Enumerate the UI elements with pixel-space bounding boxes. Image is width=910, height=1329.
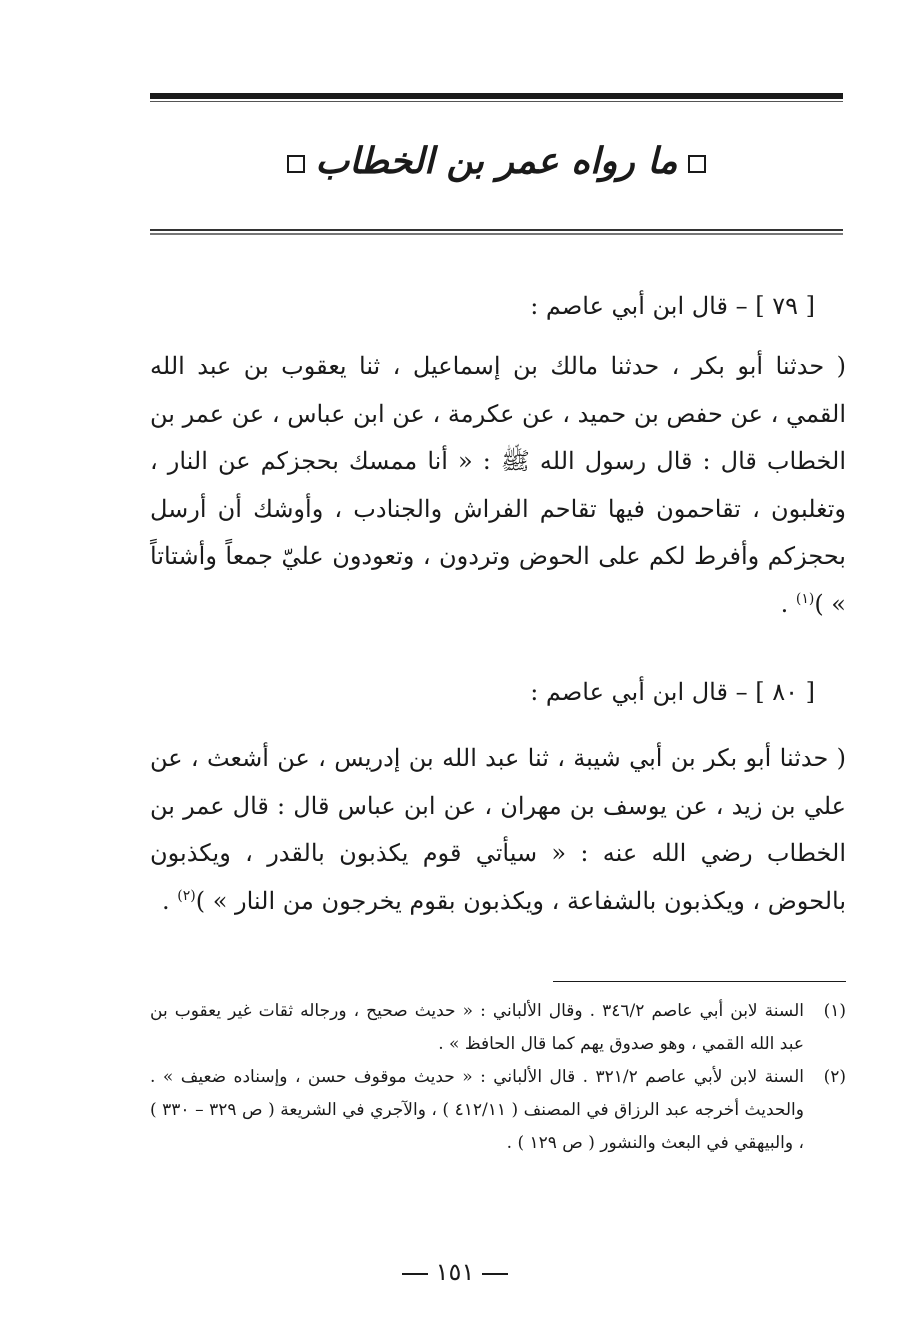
page-number [0, 1258, 910, 1286]
footnote-ref-2[interactable]: (٢) [177, 887, 196, 904]
chapter-heading [150, 140, 843, 182]
heading-rule [150, 229, 843, 231]
footnote-1-text: السنة لابن أبي عاصم ٣٤٦/٢ . وقال الألباني : « حديث صحيح ، ورجاله ثقات غير يعقوب بن عبد الله القمي ، وهو صدوق يهم كما قال الحافظ » . [150, 1001, 804, 1054]
footnote-2-number: (٢) [823, 1067, 846, 1087]
hadith-79-end: . [780, 589, 796, 618]
top-rule-thin [150, 101, 843, 102]
hadith-80-body: ( حدثنا أبو بكر بن أبي شيبة ، ثنا عبد الله بن إدريس ، عن أشعث ، عن علي بن زيد ، عن يوسف بن مهران ، عن ابن عباس قال : قال عمر بن الخطاب رضي الله عنه : « سيأتي قوم يكذبون بالقدر ، ويكذبون بالحوض ، ويكذبون بالشفاعة ، ويكذبون بقوم يخرجون من النار » ) [150, 744, 846, 915]
page-number-value: ١٥١ [435, 1258, 475, 1286]
footnote-ref-1[interactable]: (١) [795, 590, 815, 607]
footnote-2-text: السنة لابن لأبي عاصم ٣٢١/٢ . قال الألباني : « حديث موقوف حسن ، وإسناده ضعيف » . والحديث أخرجه عبد الرزاق في المصنف ( ٤١٢/١١ ) ، والآجري في الشريعة ( ص ٣٢٩ – ٣٣٠ ) ، والبيهقي في البعث والنشور ( ص ١٢٩ ) . [150, 1067, 804, 1153]
chapter-title: ما رواه عمر بن الخطاب [315, 140, 678, 182]
footnote-separator [553, 981, 846, 982]
box-ornament-right [688, 155, 706, 173]
page-number-dash-left [402, 1273, 428, 1275]
hadith-80-end: . [161, 886, 178, 915]
top-rule [150, 93, 843, 99]
box-ornament-left [287, 155, 305, 173]
footnote-2 [150, 1061, 846, 1160]
footnote-1-number: (١) [823, 1001, 846, 1021]
footnote-1 [150, 995, 846, 1061]
hadith-79-title: [ ٧٩ ] – قال ابن أبي عاصم : [530, 292, 815, 320]
hadith-80-title: [ ٨٠ ] – قال ابن أبي عاصم : [530, 678, 815, 706]
footnotes [150, 995, 846, 1160]
hadith-79-body: ( حدثنا أبو بكر ، حدثنا مالك بن إسماعيل ، ثنا يعقوب بن عبد الله القمي ، عن حفص بن حميد ، عن عكرمة ، عن ابن عباس ، عن عمر بن الخطاب قال : قال رسول الله ﷺ : « أنا ممسك بحجزكم عن النار ، وتغلبون ، تقاحمون فيها تقاحم الفراش والجنادب ، وأوشك أن أرسل بحجزكم وأفرط لكم على الحوض وتردون ، وتعودون عليّ جمعاً وأشتاتاً » ) [150, 352, 846, 618]
hadith-80-text [150, 735, 846, 925]
heading-rule-thin [150, 233, 843, 235]
hadith-79-text [150, 343, 846, 628]
page-number-dash-right [482, 1273, 508, 1275]
